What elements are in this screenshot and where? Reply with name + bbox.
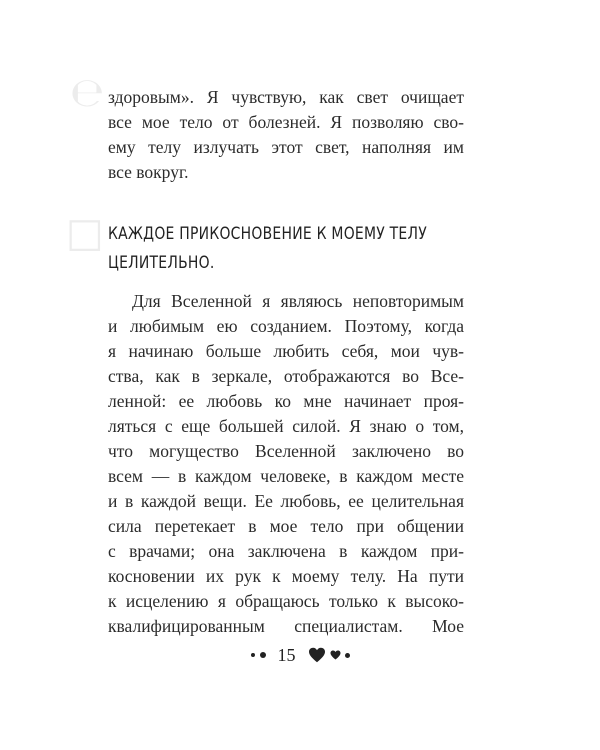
text-line: квалифицированным специалистам. Мое — [108, 616, 464, 636]
text-line: и в каждой вещи. Ее любовь, ее целительная — [108, 491, 464, 511]
paragraph-main — [108, 289, 464, 639]
heading-line: КАЖДОЕ ПРИКОСНОВЕНИЕ К МОЕМУ ТЕЛУ — [108, 224, 427, 244]
text-line: косновении их рук к моему телу. На пути — [108, 566, 464, 586]
text-line: и любимым ею созданием. Поэтому, когда — [108, 316, 464, 336]
text-line: к исцелению я обращаюсь только к высоко- — [108, 591, 464, 611]
text-line: с врачами; она заключена в каждом при- — [108, 541, 464, 561]
page-number: 15 — [277, 644, 296, 665]
text-line: Для Вселенной я являюсь неповторимым — [132, 291, 464, 311]
text-line: все вокруг. — [108, 162, 189, 182]
text-line: сила перетекает в мое тело при общении — [108, 516, 464, 536]
page-footer — [0, 640, 600, 670]
hearts-ornament-icon — [308, 647, 350, 663]
section-heading — [108, 220, 427, 278]
show-through-mark: □ — [66, 210, 104, 256]
text-line: все мое тело от болезней. Я позволяю сво- — [108, 112, 464, 132]
heart-small-icon — [330, 650, 341, 660]
text-line: ляться с еще большей силой. Я знаю о том, — [108, 416, 464, 436]
text-line: здоровым». Я чувствую, как свет очищает — [108, 87, 464, 107]
dots-ornament-icon — [251, 652, 266, 658]
text-line: я начинаю больше любить себя, мои чув- — [108, 341, 464, 361]
show-through-mark: ℮ — [70, 70, 105, 116]
text-line: что могущество Вселенной заключено во — [108, 441, 464, 461]
paragraph-top — [108, 85, 464, 185]
text-line: ему телу излучать этот свет, наполняя им — [108, 137, 464, 157]
heading-line: ЦЕЛИТЕЛЬНО. — [108, 253, 215, 273]
text-line: ства, как в зеркале, отображаются во Все- — [108, 366, 464, 386]
text-line: всем — в каждом человеке, в каждом месте — [108, 466, 464, 486]
text-line: ленной: ее любовь ко мне начинает проя- — [108, 391, 464, 411]
heart-icon — [308, 647, 326, 663]
